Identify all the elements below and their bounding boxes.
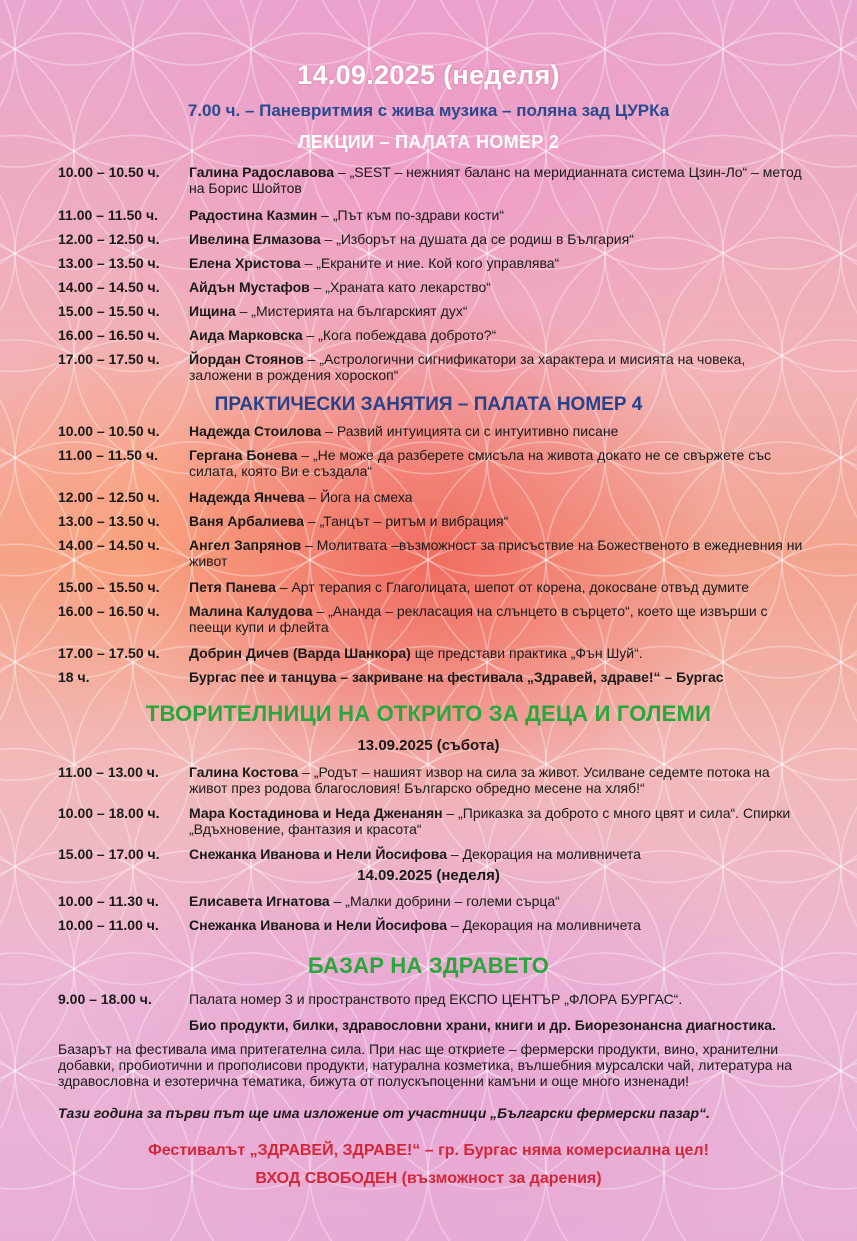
session-title: – „SEST – нежният баланс на меридианната система Цзин-Ло“ – метод на Борис Шойтов — [189, 164, 802, 196]
session-title: – „Ананда – рекласация на слънцето в сърцето“, което ще извърши с пеещи купи и флейта — [189, 603, 768, 635]
morning-event: 7.00 ч. – Паневритмия с жива музика – поляна зад ЦУРКа — [187, 101, 670, 120]
presenter-name: Ищина — [189, 303, 236, 319]
presenter-name: Ваня Арбалиева — [189, 513, 305, 529]
presenter-name: Добрин Дичев (Варда Шанкора) — [189, 645, 411, 661]
session-description — [189, 513, 809, 529]
presenter-name: Мара Костадинова и Неда Дженанян — [189, 805, 443, 821]
presenter-name: Надежда Янчева — [189, 489, 305, 505]
session-description — [189, 423, 809, 439]
bazaar-place: Палата номер 3 и пространството пред ЕКСПО ЦЕНТЪР „ФЛОРА БУРГАС“. — [189, 991, 683, 1007]
time-slot: 15.00 – 17.00 ч. — [58, 846, 160, 862]
session-description — [189, 164, 809, 196]
session-title: – „Мистерията на българският дух“ — [235, 303, 468, 319]
workshops-day1: 13.09.2025 (събота) — [357, 737, 500, 754]
session-description — [189, 669, 809, 685]
time-slot: 10.00 – 11.00 ч. — [58, 917, 159, 933]
time-slot: 16.00 – 16.50 ч. — [58, 327, 160, 343]
footer-commercial-note: Фестивалът „ЗДРАВЕЙ, ЗДРАВЕ!“ – гр. Бургас няма комерсиална цел! — [148, 1142, 709, 1159]
time-slot: 10.00 – 10.50 ч. — [58, 423, 160, 439]
time-slot: 16.00 – 16.50 ч. — [58, 603, 160, 619]
session-title: ще представи практика „Фън Шуй“. — [410, 645, 643, 661]
session-title: – Арт терапия с Глаголицата, шепот от корена, докосване отвъд думите — [275, 579, 750, 595]
presenter-name: Аида Марковска — [189, 327, 303, 343]
workshops-day2: 14.09.2025 (неделя) — [357, 867, 500, 884]
time-slot: 15.00 – 15.50 ч. — [58, 303, 160, 319]
session-title: – „Изборът на душата да се родиш в България“ — [320, 231, 634, 247]
session-description — [189, 489, 809, 505]
time-slot: 17.00 – 17.50 ч. — [58, 645, 160, 661]
time-slot: 10.00 – 10.50 ч. — [58, 164, 160, 180]
presenter-name: Галина Костова — [189, 764, 299, 780]
session-title: – „Приказка за доброто с много цвят и сила“. Спирки „Вдъхновение, фантазия и красота“ — [189, 805, 791, 837]
time-slot: 10.00 – 18.00 ч. — [58, 805, 160, 821]
presenter-name: Надежда Стоилова — [189, 423, 322, 439]
presenter-name: Йордан Стоянов — [189, 351, 304, 367]
session-title: – „Храната като лекарство“ — [309, 279, 491, 295]
day-title: 14.09.2025 (неделя) — [297, 60, 560, 90]
time-slot: 18 ч. — [58, 669, 90, 685]
presenter-name: Снежанка Иванова и Нели Йосифова — [189, 917, 447, 933]
session-title: – „Астрологични сигнификатори за характера и мисията на човека, заложени в рождения хороскоп“ — [189, 351, 746, 383]
time-slot: 14.00 – 14.50 ч. — [58, 537, 160, 553]
session-description — [189, 279, 809, 295]
session-description — [189, 351, 809, 383]
session-description — [189, 537, 809, 569]
session-description — [189, 917, 809, 933]
session-title: – „Родът – нашият извор на сила за живот. Усилване седемте потока на живот през родова благословия! Българско обредно месене на хляб!“ — [189, 764, 770, 796]
session-description — [189, 846, 809, 862]
presenter-name: Айдън Мустафов — [189, 279, 310, 295]
bazaar-description: Базарът на фестивала има притегателна сила. При нас ще откриете – фермерски продукти, вино, хранителни добавки, пробиотични и прополисови продукти, натурална козметика, вълшебния мурсалски чай, литература на здравословна и езотерична тематика, бижута от полускъпоценни камъни и още много изненади! — [58, 1041, 792, 1089]
bazaar-heading: БАЗАР НА ЗДРАВЕТО — [307, 953, 550, 978]
session-description — [189, 303, 809, 319]
presenter-name: Гергана Бонева — [189, 447, 298, 463]
presenter-name: Ангел Запрянов — [189, 537, 302, 553]
session-description — [189, 645, 809, 661]
practice-heading: ПРАКТИЧЕСКИ ЗАНЯТИЯ – ПАЛАТА НОМЕР 4 — [214, 394, 643, 415]
time-slot: 14.00 – 14.50 ч. — [58, 279, 160, 295]
presenter-name: Радостина Казмин — [189, 207, 318, 223]
time-slot: 11.00 – 11.50 ч. — [58, 447, 158, 463]
session-description — [189, 893, 809, 909]
lectures-heading: ЛЕКЦИИ – ПАЛАТА НОМЕР 2 — [297, 132, 560, 152]
time-slot: 15.00 – 15.50 ч. — [58, 579, 160, 595]
presenter-name: Елена Христова — [189, 255, 301, 271]
time-slot: 11.00 – 13.00 ч. — [58, 764, 159, 780]
presenter-name: Снежанка Иванова и Нели Йосифова — [189, 846, 447, 862]
session-title: – Молитвата –възможност за присъствие на Божественото в ежедневния ни живот — [189, 537, 803, 569]
session-title: – „Екраните и ние. Кой кого управлява“ — [300, 255, 560, 271]
session-description — [189, 603, 809, 635]
session-description — [189, 447, 809, 479]
presenter-name: Малина Калудова — [189, 603, 313, 619]
session-title: – Декорация на моливничета — [447, 917, 641, 933]
session-title: – „Кога побеждава доброто?“ — [302, 327, 497, 343]
time-slot: 11.00 – 11.50 ч. — [58, 207, 158, 223]
session-title: – „Не може да разберете смисъла на живота докато не се свържете със силата, която Ви е създала“ — [189, 447, 771, 479]
session-title: – „Малки добрини – големи сърца“ — [329, 893, 560, 909]
presenter-name: Галина Радославова — [189, 164, 335, 180]
session-description — [189, 805, 809, 837]
session-title: – „Път към по-здрави кости“ — [317, 207, 505, 223]
presenter-name: Бургас пее и танцува – закриване на фестивала „Здравей, здраве!“ – Бургас — [189, 669, 724, 685]
presenter-name: Ивелина Елмазова — [189, 231, 321, 247]
time-slot: 13.00 – 13.50 ч. — [58, 255, 160, 271]
time-slot: 13.00 – 13.50 ч. — [58, 513, 160, 529]
session-description — [189, 231, 809, 247]
session-title: – Развий интуицията си с интуитивно писане — [321, 423, 619, 439]
session-title: – Йога на смеха — [304, 489, 413, 505]
presenter-name: Петя Панева — [189, 579, 276, 595]
bazaar-note: Тази година за първи път ще има изложение от участници „Български фермерски пазар“. — [58, 1105, 710, 1121]
time-slot: 17.00 – 17.50 ч. — [58, 351, 160, 367]
session-description — [189, 327, 809, 343]
time-slot: 12.00 – 12.50 ч. — [58, 489, 160, 505]
session-title: – Декорация на моливничета — [447, 846, 641, 862]
session-title: – „Танцът – ритъм и вибрация“ — [304, 513, 509, 529]
presenter-name: Елисавета Игнатова — [189, 893, 330, 909]
session-description — [189, 207, 809, 223]
session-description — [189, 255, 809, 271]
session-description — [189, 764, 809, 796]
footer-free-entry: ВХОД СВОБОДЕН (възможност за дарения) — [255, 1170, 602, 1187]
time-slot: 12.00 – 12.50 ч. — [58, 231, 160, 247]
bazaar-time: 9.00 – 18.00 ч. — [58, 991, 152, 1007]
time-slot: 10.00 – 11.30 ч. — [58, 893, 159, 909]
workshops-heading: ТВОРИТЕЛНИЦИ НА ОТКРИТО ЗА ДЕЦА И ГОЛЕМИ — [145, 701, 712, 726]
bazaar-products: Био продукти, билки, здравословни храни, книги и др. Биорезонансна диагностика. — [189, 1017, 776, 1033]
session-description — [189, 579, 809, 595]
